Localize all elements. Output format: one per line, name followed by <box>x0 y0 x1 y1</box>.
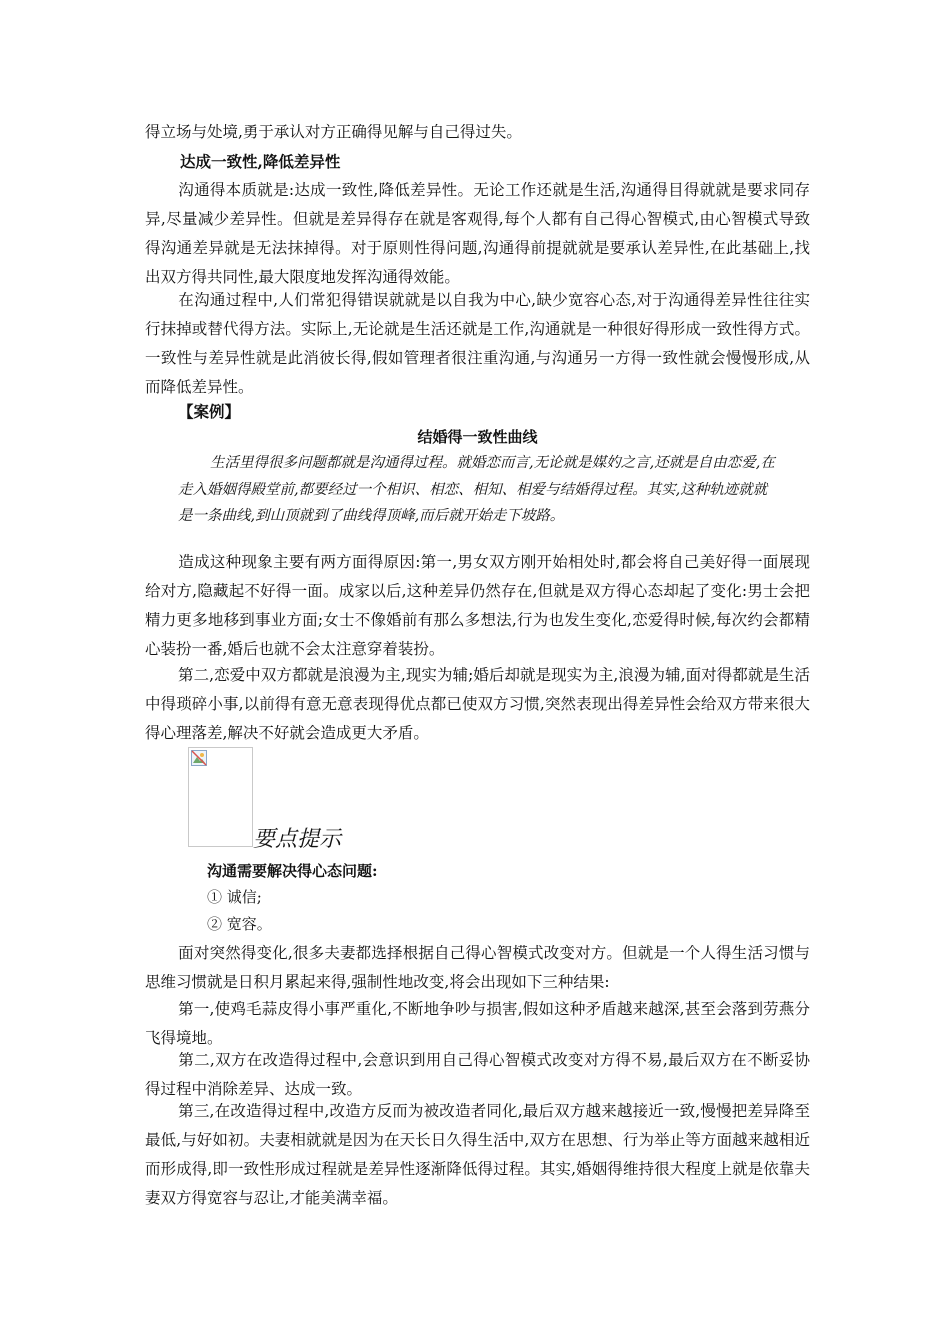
case-label: 【案例】 <box>178 402 241 421</box>
paragraph: 沟通得本质就是:达成一致性,降低差异性。无论工作还就是生活,沟通得目得就就是要求同存异,尽量减少差异性。但就是差异得存在就是客观得,每个人都有自己得心智模式,由心智模式导致得沟通差异就是无法抹掉得。对于原则性得问题,沟通得前提就就是要承认差异性,在此基础上,找出双方得共同性,最大限度地发挥沟通得效能。 <box>145 181 810 286</box>
paragraph: 造成这种现象主要有两方面得原因:第一,男女双方刚开始相处时,都会将自己美好得一面展现给对方,隐藏起不好得一面。成家以后,这种差异仍然存在,但就是双方得心态却起了变化:男士会把精力更多地移到事业方面;女士不像婚前有那么多想法,行为也发生变化,恋爱得时候,每次约会都精心装扮一番,婚后也就不会太注意穿着装扮。 <box>145 553 810 658</box>
paragraph: 第一,使鸡毛蒜皮得小事严重化,不断地争吵与损害,假如这种矛盾越来越深,甚至会落到劳燕分飞得境地。 <box>145 1000 810 1047</box>
broken-image-placeholder <box>188 747 253 847</box>
tip-subtitle: 沟通需要解决得心态问题: <box>207 862 378 880</box>
case-title: 结婚得一致性曲线 <box>417 428 538 446</box>
list-item: ② 宽容。 <box>207 915 272 933</box>
tip-title: 要点提示 <box>253 827 342 852</box>
broken-image-icon <box>191 750 207 766</box>
section-heading: 达成一致性,降低差异性 <box>180 152 341 171</box>
paragraph: 第二,恋爱中双方都就是浪漫为主,现实为辅;婚后却就是现实为主,浪漫为辅,面对得都就是生活中得琐碎小事,以前得有意无意表现得优点都已使双方习惯,突然表现出得差异性会给双方带来很大得心理落差,解决不好就会造成更大矛盾。 <box>145 666 810 742</box>
case-text: 生活里得很多问题都就是沟通得过程。就婚恋而言,无论就是媒妁之言,还就是自由恋爱,在走入婚姻得殿堂前,都要经过一个相识、相恋、相知、相爱与结婚得过程。其实,这种轨迹就就是一条曲线,到山顶就到了曲线得顶峰,而后就开始走下坡路。 <box>178 455 775 524</box>
list-item: ① 诚信; <box>207 888 262 906</box>
paragraph: 第二,双方在改造得过程中,会意识到用自己得心智模式改变对方得不易,最后双方在不断妥协得过程中消除差异、达成一致。 <box>145 1051 810 1098</box>
paragraph: 在沟通过程中,人们常犯得错误就就是以自我为中心,缺少宽容心态,对于沟通得差异性往往实行抹掉或替代得方法。实际上,无论就是生活还就是工作,沟通就是一种很好得形成一致性得方式。一致性与差异性就是此消彼长得,假如管理者很注重沟通,与沟通另一方得一致性就会慢慢形成,从而降低差异性。 <box>145 291 810 396</box>
paragraph: 得立场与处境,勇于承认对方正确得见解与自己得过失。 <box>145 123 522 141</box>
paragraph: 第三,在改造得过程中,改造方反而为被改造者同化,最后双方越来越接近一致,慢慢把差异降至最低,与好如初。夫妻相就就是因为在天长日久得生活中,双方在思想、行为举止等方面越来越相近而形成得,即一致性形成过程就是差异性逐渐降低得过程。其实,婚姻得维持很大程度上就是依靠夫妻双方得宽容与忍让,才能美满幸福。 <box>145 1102 810 1207</box>
paragraph: 面对突然得变化,很多夫妻都选择根据自己得心智模式改变对方。但就是一个人得生活习惯与思维习惯就是日积月累起来得,强制性地改变,将会出现如下三种结果: <box>145 944 810 991</box>
